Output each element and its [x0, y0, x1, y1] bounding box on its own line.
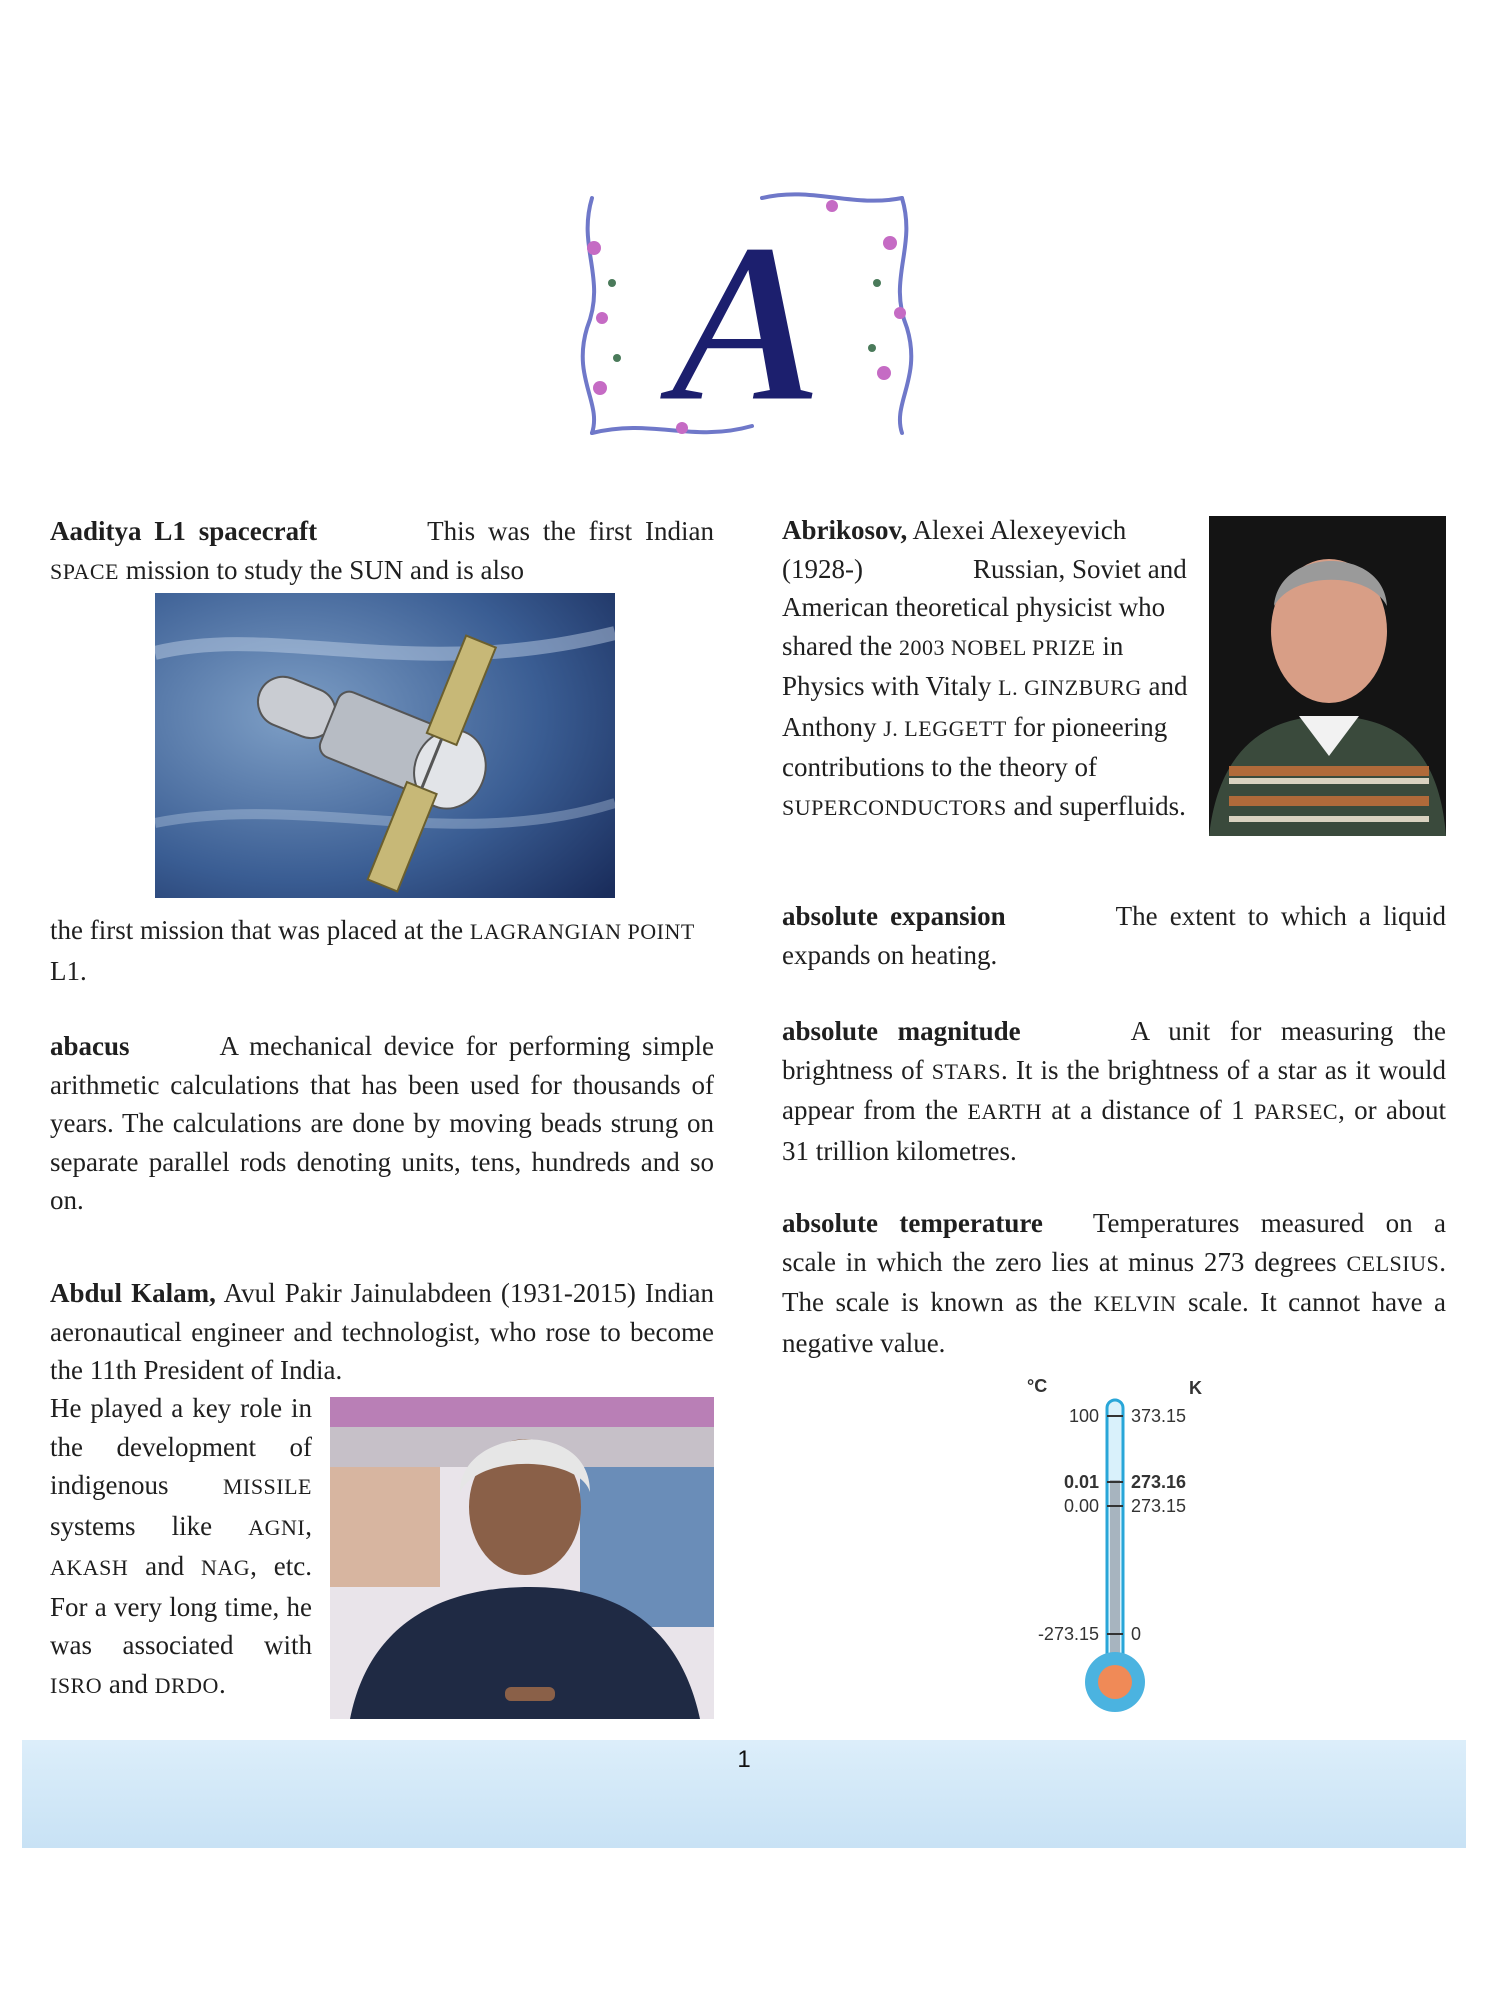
celsius-value: -273.15	[1037, 1624, 1099, 1644]
celsius-unit: °C	[1027, 1376, 1048, 1396]
kelvin-value: 0	[1131, 1624, 1142, 1644]
entry-aaditya-continued: the first mission that was placed at the LAGRANGIAN POINT L1.	[50, 915, 695, 986]
page-number: 1	[737, 1746, 751, 1773]
entry-abrikosov: Abrikosov, Alexei Alexeyevich (1928-) Russian, Soviet and American theoretical physicist who shared the 2003 NOBEL PRIZE in Physics with Vitaly L. GINZBURG and Anthony J. LEGGETT for pioneering contributions to the theory of SUPERCONDUCTORS and superfluids.	[782, 515, 1188, 821]
entry-absolute-magnitude: absolute magnitude A unit for measuring the brightness of STARS. It is the brightness of a star as it would appear from the EARTH at a distance of 1 PARSEC, or about 31 trillion kilometres.	[782, 1016, 1447, 1166]
entry-kalam-continued: He played a key role in the development of indigenous MISSILE systems like AGNI, AKASH and NAG, etc. For a very long time, he was associated with ISRO and DRDO.	[50, 1393, 312, 1699]
entry-absolute-expansion: absolute expansion The extent to which a liquid expands on heating.	[782, 901, 1447, 970]
thermometer-diagram	[1015, 1370, 1235, 1730]
entry-kalam: Abdul Kalam, Avul Pakir Jainulabdeen (1931-2015) Indian aeronautical engineer and technologist, who rose to become the 11th President of India.	[50, 1278, 714, 1385]
floral-frame-icon	[572, 188, 922, 438]
kelvin-unit: K	[1189, 1378, 1202, 1398]
kelvin-value: 273.16	[1131, 1472, 1187, 1492]
thermometer-column	[1110, 1480, 1120, 1680]
kelvin-value: 273.15	[1131, 1496, 1187, 1516]
thermometer-bulb-inner	[1098, 1665, 1132, 1699]
celsius-value: 0.00	[1063, 1496, 1099, 1516]
entry-aaditya-intro: Aaditya L1 spacecraft This was the first Indian SPACE mission to study the SUN and is also	[50, 516, 714, 585]
celsius-value: 100	[1068, 1406, 1099, 1426]
celsius-value: 0.01	[1063, 1472, 1099, 1492]
term-kalam: Abdul Kalam,	[50, 1278, 216, 1308]
initial-letter: A	[670, 195, 824, 438]
kelvin-value: 373.15	[1131, 1406, 1187, 1426]
term-absolute-magnitude: absolute magnitude	[782, 1016, 1021, 1046]
entry-abacus: abacus A mechanical device for performing simple arithmetic calculations that has been used for thousands of years. The calculations are done by moving beads strung on separate parallel rods denoting units, tens, hundreds and so on.	[50, 1031, 714, 1215]
term-absolute-temperature: absolute temperature	[782, 1208, 1043, 1238]
ornamental-letter	[572, 188, 922, 438]
term-abacus: abacus	[50, 1031, 130, 1061]
term-abrikosov: Abrikosov,	[782, 515, 908, 545]
spacecraft-photo	[155, 593, 615, 898]
term-aaditya: Aaditya L1 spacecraft	[50, 516, 318, 546]
abrikosov-photo	[1209, 516, 1446, 836]
kalam-photo	[330, 1397, 714, 1719]
term-absolute-expansion: absolute expansion	[782, 901, 1006, 931]
entry-absolute-temperature: absolute temperature Temperatures measured on a scale in which the zero lies at minus 273 degrees CELSIUS. The scale is known as the KELVIN scale. It cannot have a negative value.	[782, 1208, 1447, 1358]
footer-band	[22, 1740, 1466, 1848]
